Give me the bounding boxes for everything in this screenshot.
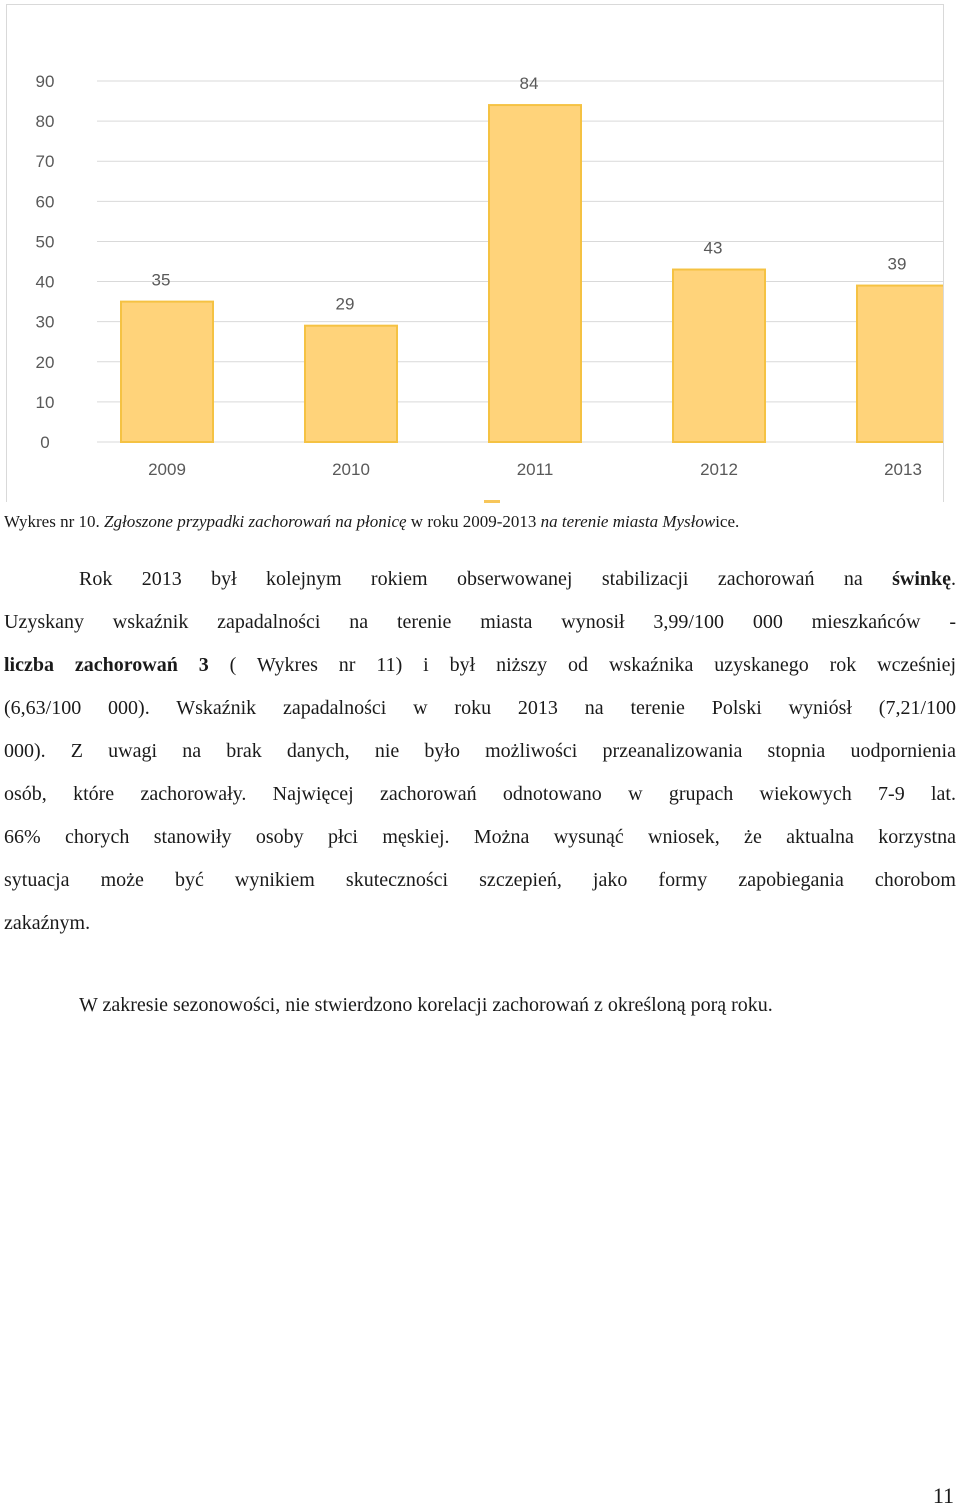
y-tick-label: 90 <box>35 72 55 91</box>
y-tick-label: 60 <box>35 192 55 212</box>
bar <box>857 286 943 442</box>
paragraph-line: Uzyskany wskaźnik zapadalności na terenie miasta wynosił 3,99/100 000 mieszkańców - <box>4 611 956 633</box>
paragraph-line: sytuacja może być wynikiem skuteczności szczepień, jako formy zapobiegania chorobom <box>4 869 956 891</box>
chart-legend <box>484 500 544 504</box>
y-tick-label: 50 <box>35 232 55 252</box>
paragraph-line <box>4 558 956 601</box>
y-tick-label: 40 <box>35 272 55 292</box>
paragraph-line: W zakresie sezonowości, nie stwierdzono korelacji zachorowań z określoną porą roku. <box>79 994 773 1016</box>
caption-italic-2: na terenie miasta Mysłow <box>540 512 716 531</box>
bar <box>121 302 213 442</box>
y-tick-label: 30 <box>35 312 55 332</box>
data-label: 84 <box>519 74 539 94</box>
page-number: 11 <box>932 1483 954 1508</box>
legend-swatch <box>484 500 500 503</box>
x-tick-label: 2010 <box>332 460 370 479</box>
caption-suffix: ice. <box>715 512 740 531</box>
bold-term: świnkę <box>892 568 951 590</box>
caption-italic: Zgłoszone przypadki zachorowań na płonicę <box>104 512 411 531</box>
x-tick-label: 2009 <box>148 460 186 479</box>
x-tick-label: 2012 <box>700 460 738 479</box>
paragraph-line <box>4 644 956 687</box>
paragraph-line: (6,63/100 000). Wskaźnik zapadalności w roku 2013 na terenie Polski wyniósł (7,21/100 <box>4 697 956 719</box>
line-text: Rok 2013 był kolejnym rokiem obserwowanej stabilizacji zachorowań na <box>79 568 893 590</box>
y-tick-label: 10 <box>35 392 55 412</box>
paragraph-line: 000). Z uwagi na brak danych, nie było możliwości przeanalizowania stopnia uodpornienia <box>4 740 956 762</box>
y-tick-label: 80 <box>35 112 55 132</box>
line-text: . <box>951 568 956 590</box>
data-label: 43 <box>703 238 723 258</box>
bold-term: liczba zachorowań 3 <box>4 654 209 676</box>
x-tick-label: 2013 <box>884 460 922 479</box>
paragraph-mumps <box>4 558 956 945</box>
line-text: ( Wykres nr 11) i był niższy od wskaźnika uzyskanego rok wcześniej <box>208 654 957 676</box>
caption-prefix: Wykres nr 10. <box>4 512 105 531</box>
figure-caption <box>4 512 739 532</box>
paragraph-line: osób, które zachorowały. Najwięcej zachorowań odnotowano w grupach wiekowych 7-9 lat. <box>4 783 956 805</box>
caption-middle: w roku 2009-2013 <box>410 512 541 531</box>
data-label: 35 <box>151 270 171 290</box>
bar <box>489 105 581 442</box>
y-tick-label: 70 <box>35 152 55 172</box>
bar <box>305 326 397 442</box>
paragraph-line: 66% chorych stanowiły osoby płci męskiej. Można wysunąć wniosek, że aktualna korzystna <box>4 826 956 848</box>
y-tick-label: 0 <box>40 433 50 452</box>
x-tick-label: 2011 <box>516 460 554 479</box>
data-label: 39 <box>887 254 907 274</box>
bar <box>673 270 765 442</box>
paragraph-line: zakaźnym. <box>4 912 91 934</box>
paragraph-seasonality <box>4 984 956 1027</box>
data-label: 29 <box>335 294 355 314</box>
y-tick-label: 20 <box>35 352 55 372</box>
bar-chart <box>7 5 943 502</box>
chart-container <box>6 4 944 502</box>
